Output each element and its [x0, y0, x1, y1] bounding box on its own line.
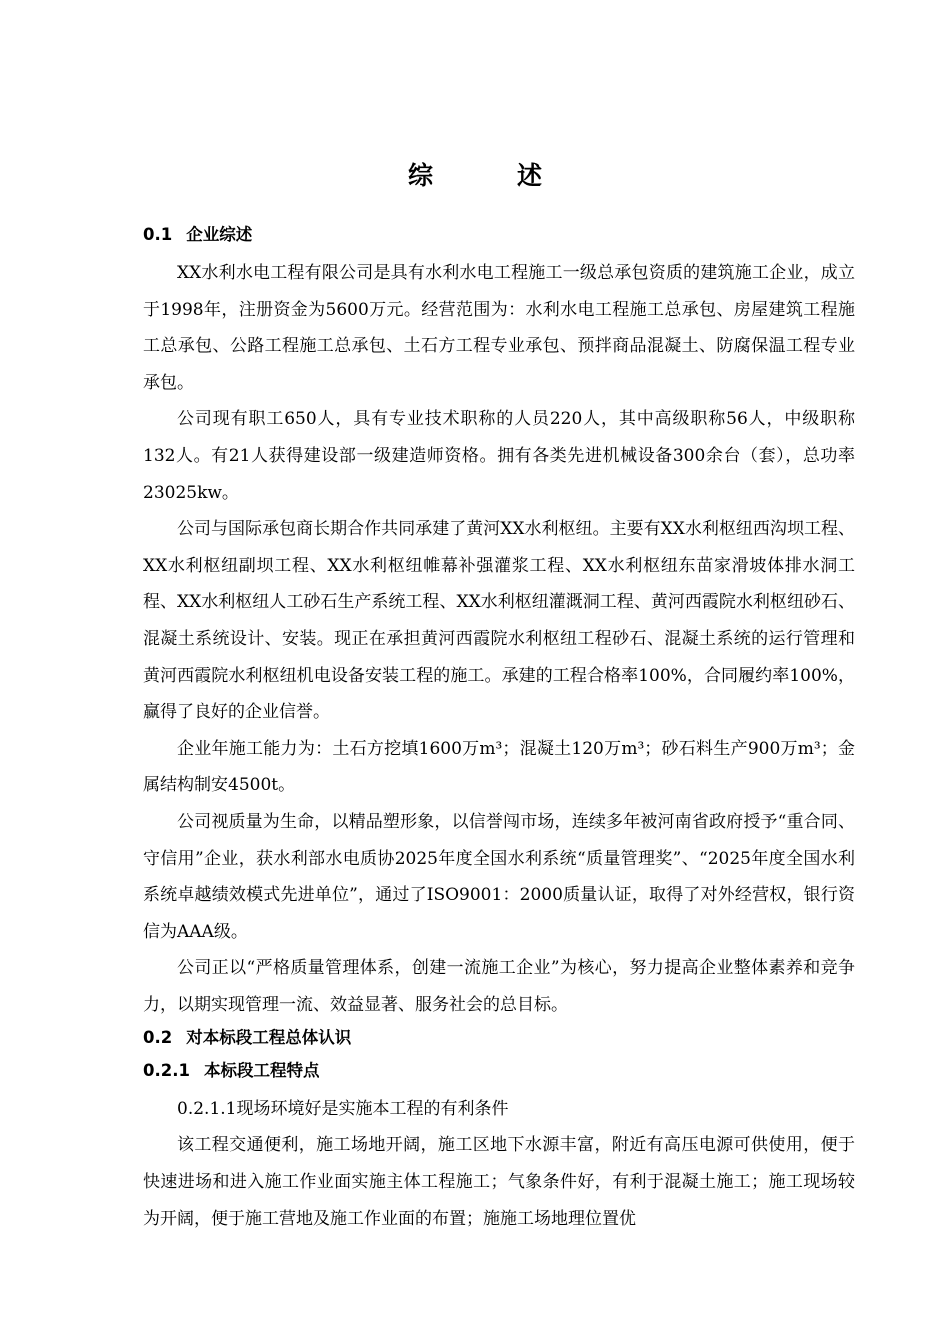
paragraph-goals: 公司正以“严格质量管理体系，创建一流施工企业”为核心，努力提高企业整体素养和竞争力，以期实现管理一流、效益显著、服务社会的总目标。: [143, 958, 855, 1015]
paragraph-company-profile: XX水利水电工程有限公司是具有水利水电工程施工一级总承包资质的建筑施工企业，成立于1998年，注册资金为5600万元。经营范围为：水利水电工程施工总承包、房屋建筑工程施工总承包、公路工程施工总承包、土石方工程专业承包、预拌商品混凝土、防腐保温工程专业承包。: [143, 263, 855, 393]
document-body: [143, 222, 855, 1237]
section-title: 对本标段工程总体认识: [186, 1028, 352, 1048]
title-char-left: 综: [407, 161, 433, 190]
paragraph-projects: 公司与国际承包商长期合作共同承建了黄河XX水利枢纽。主要有XX水利枢纽西沟坝工程、XX水利枢纽副坝工程、XX水利枢纽帷幕补强灌浆工程、XX水利枢纽东苗家滑坡体排水洞工程、XX水利枢纽人工砂石生产系统工程、XX水利枢纽灌溉洞工程、黄河西霞院水利枢纽砂石、混凝土系统设计、安装。现正在承担黄河西霞院水利枢纽工程砂石、混凝土系统的运行管理和黄河西霞院水利枢纽机电设备安装工程的施工。承建的工程合格率100%，合同履约率100%，赢得了良好的企业信誉。: [143, 519, 855, 723]
section-number: 0.1: [143, 225, 173, 244]
section-title: 本标段工程特点: [203, 1061, 320, 1081]
paragraph-capacity: 企业年施工能力为：土石方挖填1600万m³；混凝土120万m³；砂石料生产900万m³；金属结构制安4500t。: [143, 738, 855, 796]
paragraph-staff: 公司现有职工650人，具有专业技术职称的人员220人，其中高级职称56人，中级职称132人。有21人获得建设部一级建造师资格。拥有各类先进机械设备300余台（套），总功率23025kw。: [143, 409, 855, 503]
section-heading-0-2: [143, 1025, 855, 1051]
section-heading-0-2-1: [143, 1058, 855, 1084]
section-heading-0-1: [143, 222, 855, 248]
section-title: 企业综述: [186, 225, 253, 244]
page-title: [0, 156, 950, 192]
title-char-right: 述: [517, 161, 543, 190]
paragraph-quality: 公司视质量为生命，以精品塑形象，以信誉闯市场，连续多年被河南省政府授予“重合同、守信用”企业，获水利部水电质协2025年度全国水利系统“质量管理奖”、“2025年度全国水利系统卓越绩效模式先进单位”，通过了ISO9001：2000质量认证，取得了对外经营权，银行资信为AAA级。: [143, 811, 855, 942]
paragraph-site-conditions: 该工程交通便利，施工场地开阔，施工区地下水源丰富，附近有高压电源可供使用，便于快速进场和进入施工作业面实施主体工程施工；气象条件好，有利于混凝土施工；施工现场较为开阔，便于施工营地及施工作业面的布置；施施工场地理位置优: [143, 1135, 855, 1229]
section-number: 0.2: [143, 1028, 173, 1048]
subsection-heading-0-2-1-1: 0.2.1.1现场环境好是实施本工程的有利条件: [177, 1099, 509, 1120]
section-number: 0.2.1: [143, 1061, 190, 1081]
